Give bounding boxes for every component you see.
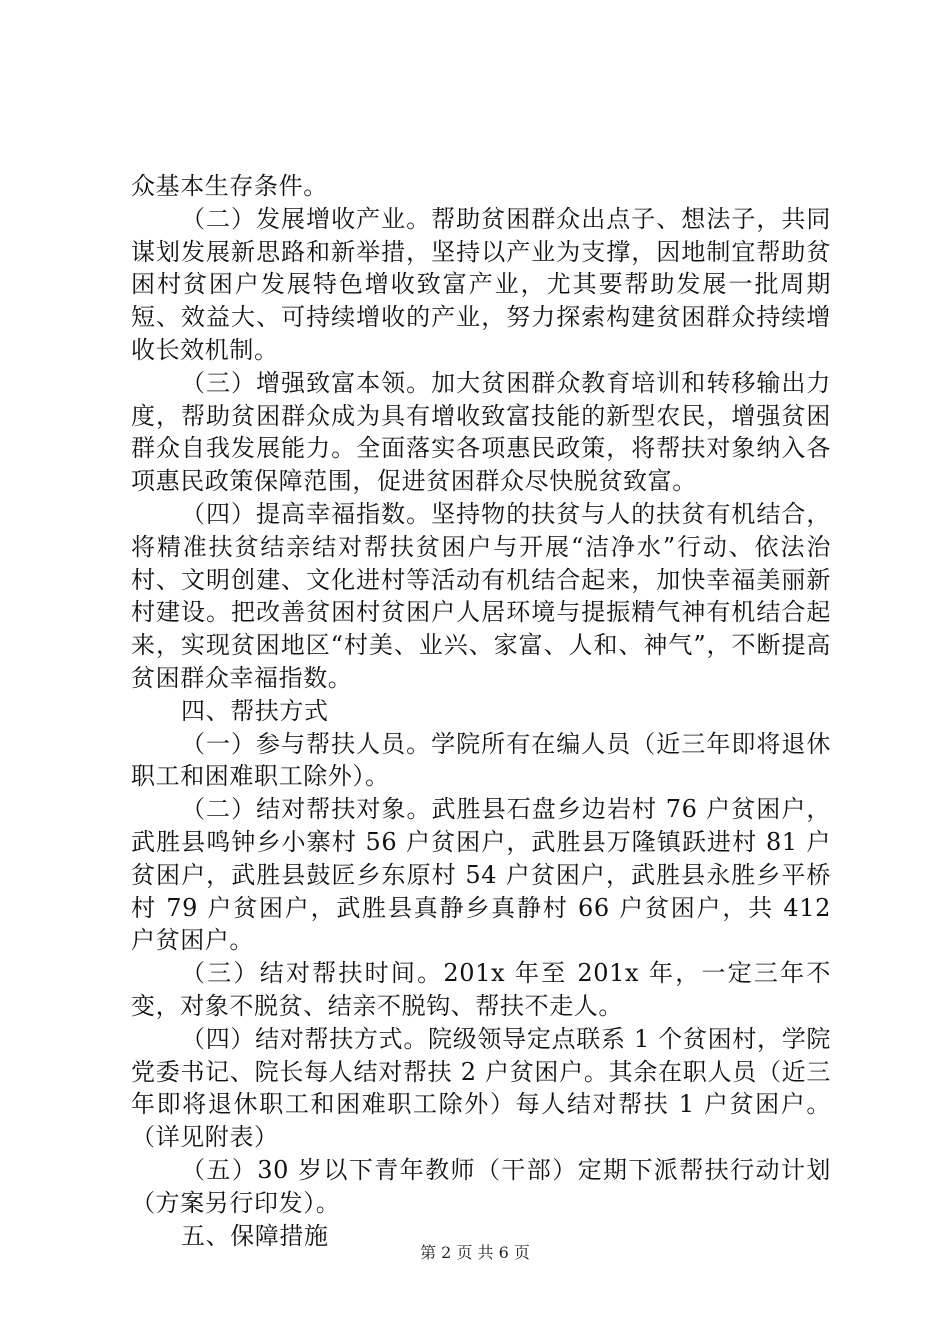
paragraph-assistance-approach: （四）结对帮扶方式。院级领导定点联系 1 个贫困村，学院党委书记、院长每人结对帮扶 2 户贫困户。其余在职人员（近三年即将退休职工和困难职工除外）每人结对帮扶 1 户贫困户。（详见附表） xyxy=(131,1024,831,1152)
document-body xyxy=(131,170,831,1252)
paragraph-happiness-index: （四）提高幸福指数。坚持物的扶贫与人的扶贫有机结合，将精准扶贫结亲结对帮扶贫困户与开展“洁净水”行动、依法治村、文明创建、文化进村等活动有机结合起来，加快幸福美丽新村建设。把改善贫困村贫困户人居环境与提振精气神有机结合起来，实现贫困地区“村美、业兴、家富、人和、神气”，不断提高贫困群众幸福指数。 xyxy=(131,499,831,692)
paragraph-develop-industry: （二）发展增收产业。帮助贫困群众出点子、想法子，共同谋划发展新思路和新举措，坚持以产业为支撑，因地制宜帮助贫困村贫困户发展特色增收致富产业，尤其要帮助发展一批周期短、效益大、可持续增收的产业，努力探索构建贫困群众持续增收长效机制。 xyxy=(131,204,831,364)
paragraph-assistance-period: （三）结对帮扶时间。201x 年至 201x 年，一定三年不变，对象不脱贫、结亲不脱钩、帮扶不走人。 xyxy=(131,959,831,1020)
section-heading-safeguard-measures: 五、保障措施 xyxy=(181,1221,329,1250)
paragraph-enhance-skills: （三）增强致富本领。加大贫困群众教育培训和转移输出力度，帮助贫困群众成为具有增收致富技能的新型农民，增强贫困群众自我发展能力。全面落实各项惠民政策，将帮扶对象纳入各项惠民政策保障范围，促进贫困群众尽快脱贫致富。 xyxy=(131,368,831,496)
page-number-footer: 第 2 页 共 6 页 xyxy=(420,1243,530,1262)
paragraph-assistance-targets: （二）结对帮扶对象。武胜县石盘乡边岩村 76 户贫困户，武胜县鸣钟乡小寨村 56 户贫困户，武胜县万隆镇跃进村 81 户贫困户，武胜县鼓匠乡东原村 54 户贫困户，武胜县永胜乡平桥村 79 户贫困户，武胜县真静乡真静村 66 户贫困户，共 412 户贫困户。 xyxy=(131,795,831,955)
paragraph-participants: （一）参与帮扶人员。学院所有在编人员（近三年即将退休职工和困难职工除外）。 xyxy=(131,729,831,791)
section-heading-assistance-methods: 四、帮扶方式 xyxy=(181,696,329,725)
paragraph-continuation: 众基本生存条件。 xyxy=(131,172,328,200)
paragraph-young-teachers-plan: （五）30 岁以下青年教师（干部）定期下派帮扶行动计划（方案另行印发）。 xyxy=(131,1155,831,1217)
